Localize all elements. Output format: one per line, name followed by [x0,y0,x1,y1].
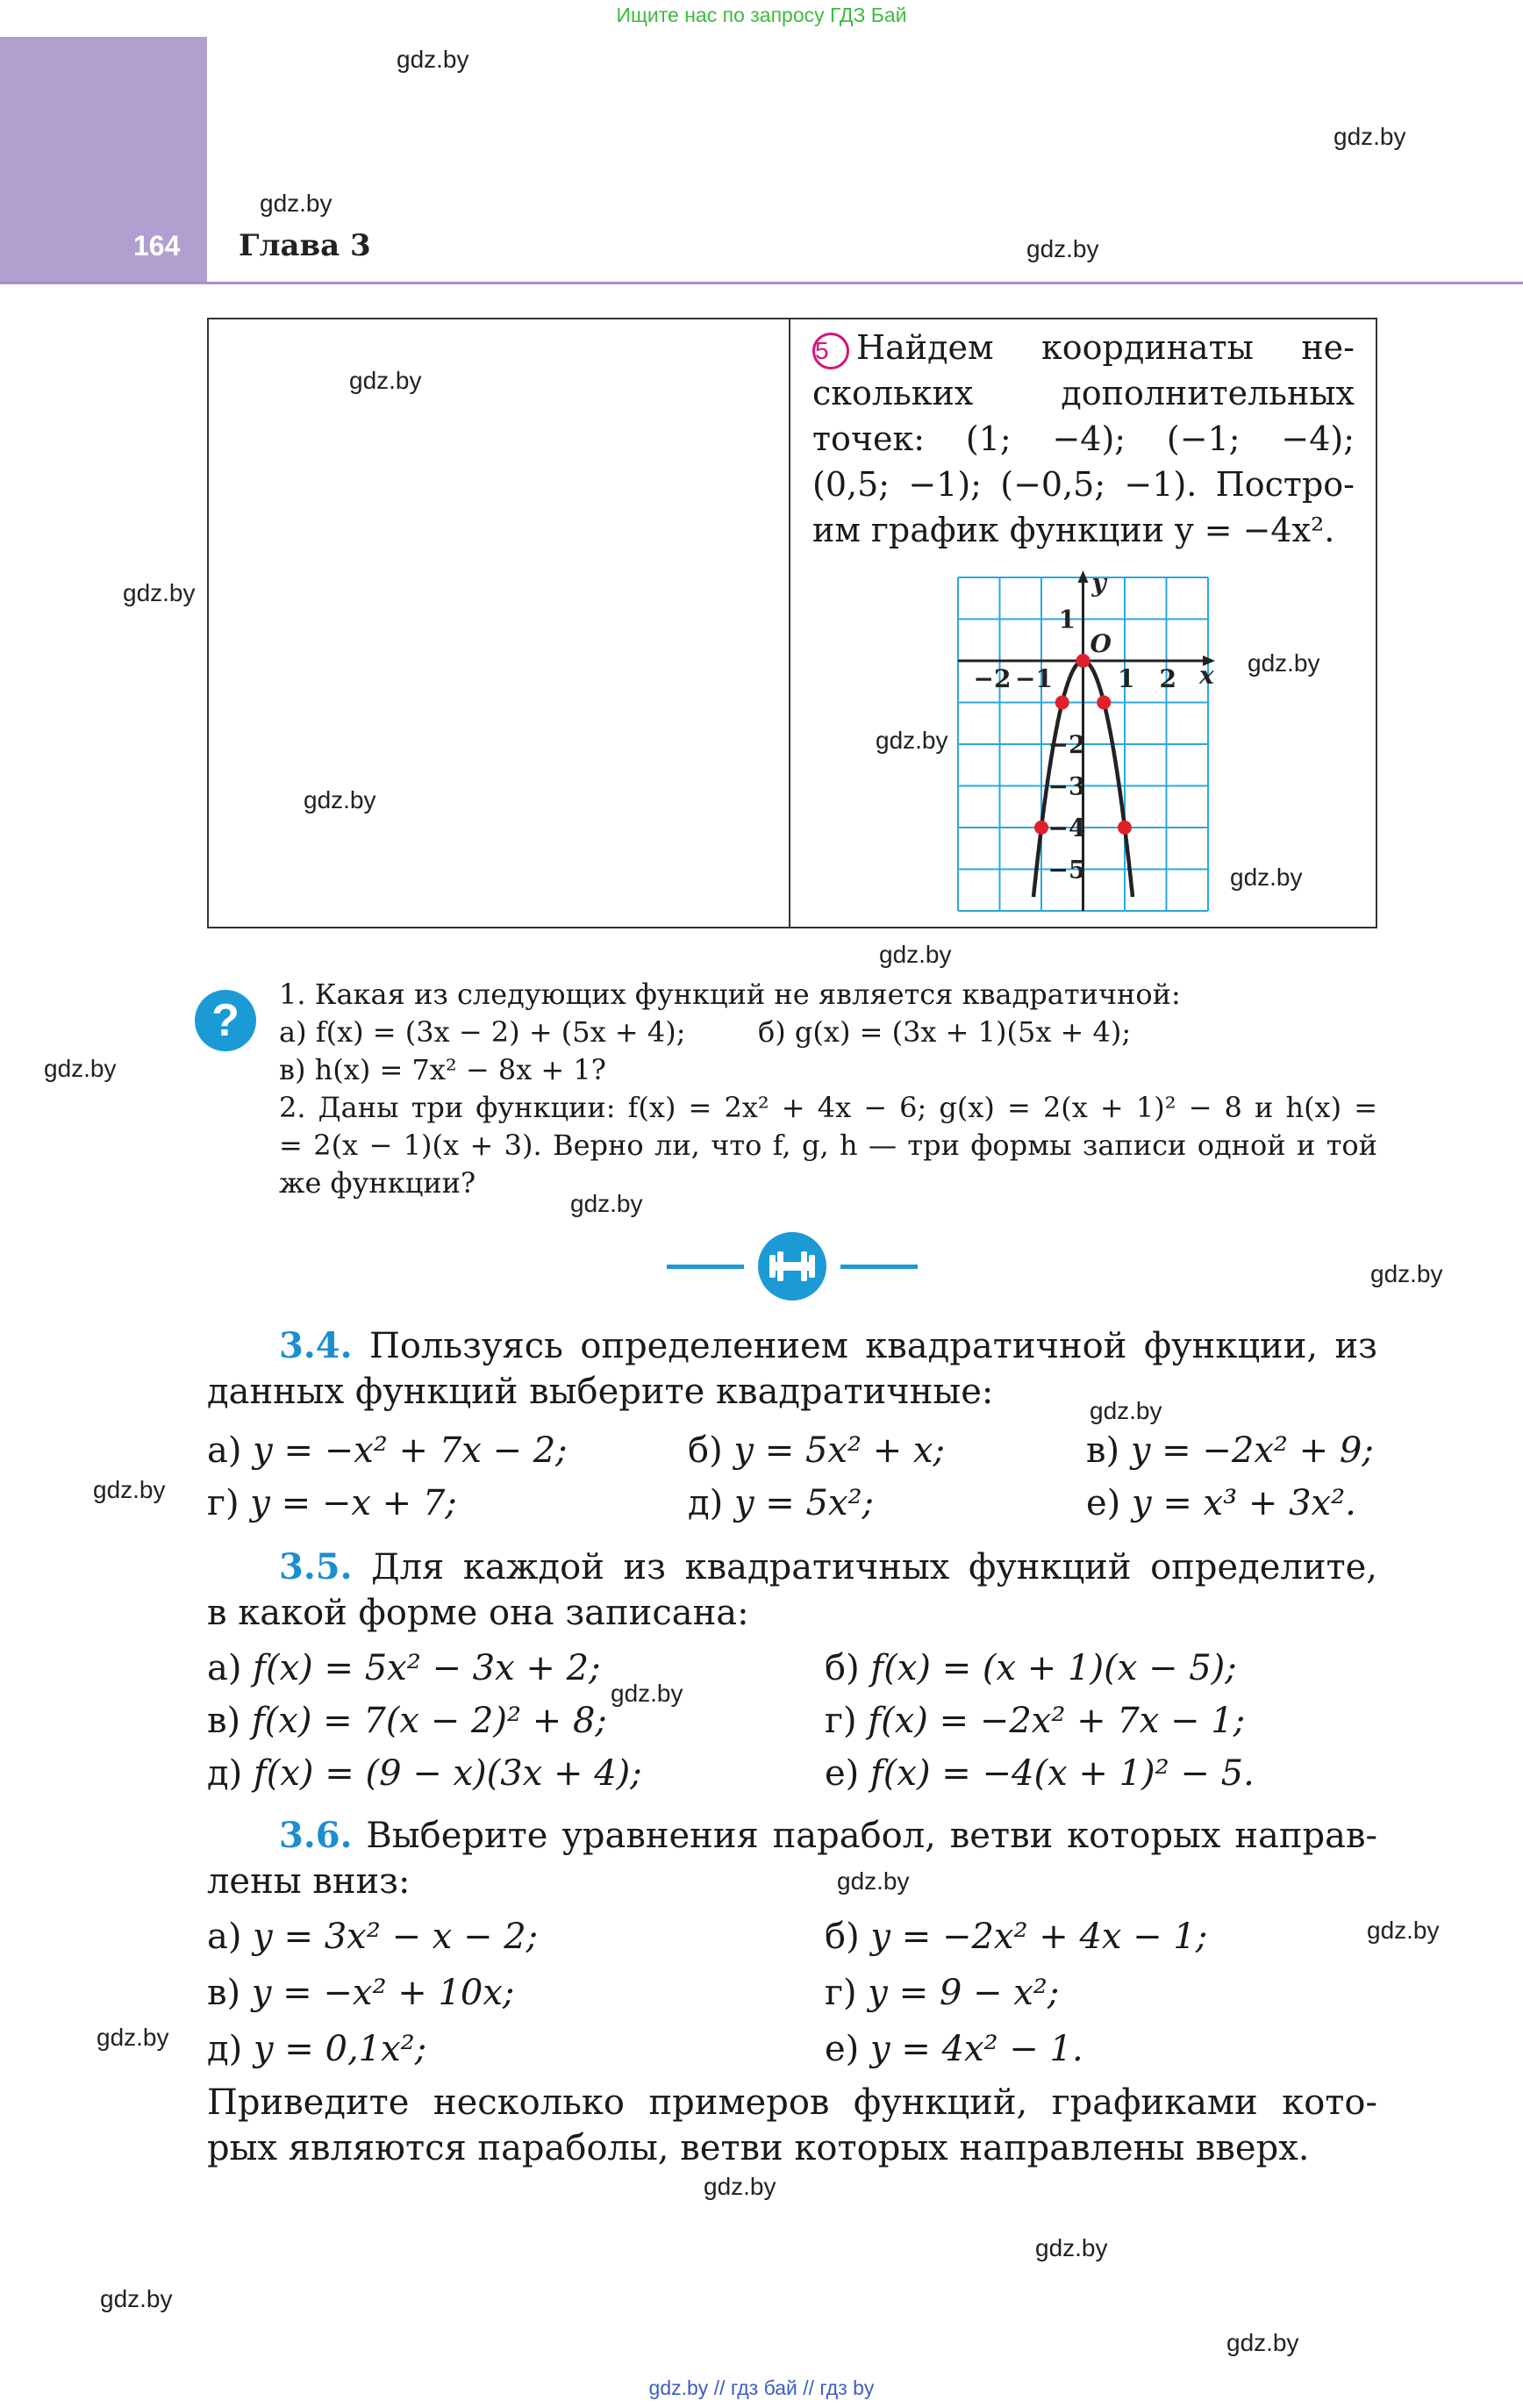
header-rule [0,282,1523,284]
data-point [1097,696,1111,710]
list-item: д) f(x) = (9 − x)(3x + 4); [207,1753,642,1794]
y-tick-label: −3 [1048,771,1086,801]
watermark: gdz.by [1230,864,1303,891]
step-5-marker: 5 [812,333,849,369]
list-item: г) y = 9 − x²; [825,1973,1060,2013]
x-axis-label: x [1199,661,1214,690]
data-point [1118,821,1132,835]
table-column-divider [789,318,790,928]
x-tick-label: −2 [973,664,1012,693]
watermark: gdz.by [1367,1917,1440,1944]
data-point [1034,821,1048,835]
question-icon: ? [195,990,256,1051]
exercise-3-5: 3.5. Для каждой из квадратичных функций определите, в какой форме она записана: [207,1546,1377,1633]
watermark: gdz.by [100,2285,173,2312]
list-item: в) f(x) = 7(x − 2)² + 8; [207,1701,607,1741]
list-item: а) y = −x² + 7x − 2; [207,1430,568,1471]
watermark: gdz.by [879,941,952,968]
list-item: а) f(x) = 5x² − 3x + 2; [207,1648,601,1688]
data-point [1055,696,1069,710]
watermark: gdz.by [611,1680,683,1707]
watermark: gdz.by [1226,2329,1299,2356]
list-item: б) y = 5x² + x; [688,1430,945,1471]
y-tick-label: −2 [1048,730,1086,759]
watermark: gdz.by [260,190,332,217]
list-item: г) f(x) = −2x² + 7x − 1; [825,1701,1246,1741]
list-item: г) y = −x + 7; [207,1483,457,1523]
x-tick-label: 1 [1118,664,1135,693]
watermark: gdz.by [1370,1260,1443,1287]
top-search-note: Ищите нас по запросу ГДЗ Бай [616,4,907,26]
list-item: е) y = 4x² − 1. [825,2029,1083,2069]
watermark: gdz.by [349,367,422,394]
divider-line-left [667,1265,744,1269]
watermark: gdz.by [97,2024,169,2051]
watermark: gdz.by [1090,1397,1162,1424]
step-5-text: 5 Найдем координаты не- скольких дополнительных точек: (1; −4); (−1; −4); (0,5; −1); (−0,5; −1). Постро- им график функции y = −4x². [812,328,1355,549]
y-tick-label: −5 [1048,855,1086,885]
watermark: gdz.by [1248,649,1320,677]
watermark: gdz.by [704,2173,776,2200]
review-questions: 1. Какая из следующих функций не является квадратичной: а) f(x) = (3x − 2) + (5x + 4); б) g(x) = (3x + 1)(5x + 4); в) h(x) = 7x² − 8x + 1? 2. Даны три функции: f(x) = 2x² + 4x − 6; g(x) = 2(x + 1)² − 8 и h(x) = = 2(x − 1)(x + 3). Верно ли, что f, g, h — три формы записи одной и той же функции? [279,978,1378,1200]
watermark: gdz.by [876,727,948,754]
x-tick-label: 2 [1159,664,1176,693]
dumbbell-icon [758,1232,826,1301]
y-tick-label: −4 [1048,813,1086,842]
watermark: gdz.by [570,1190,643,1217]
exercise-3-6-tail: Приведите несколько примеров функций, графиками кото- рых являются параболы, ветви которых направлены вверх. [207,2082,1377,2168]
page-number: 164 [133,230,181,262]
list-item: б) y = −2x² + 4x − 1; [825,1917,1208,1957]
exercise-3-4: 3.4. Пользуясь определением квадратичной функции, из данных функций выберите квадратичные: [207,1325,1378,1412]
list-item: д) y = 5x²; [688,1483,875,1523]
watermark: gdz.by [1026,235,1099,262]
y-tick-label: 1 [1058,605,1076,634]
exercise-3-6: 3.6. Выберите уравнения парабол, ветви которых направ- лены вниз: [207,1815,1377,1902]
watermark: gdz.by [304,786,376,813]
parabola-chart [947,570,1228,913]
watermark: gdz.by [837,1867,910,1895]
list-item: в) y = −2x² + 9; [1086,1430,1374,1471]
watermark: gdz.by [44,1055,117,1082]
watermark: gdz.by [123,579,196,606]
data-point [1076,654,1090,668]
watermark: gdz.by [1334,123,1406,150]
list-item: а) y = 3x² − x − 2; [207,1917,539,1957]
list-item: д) y = 0,1x²; [207,2029,427,2069]
list-item: е) y = x³ + 3x². [1086,1483,1356,1523]
list-item: б) f(x) = (x + 1)(x − 5); [825,1648,1237,1688]
divider-line-right [840,1265,918,1269]
footer-links: gdz.by // гдз бай // гдз by [648,2376,875,2399]
list-item: в) y = −x² + 10x; [207,1973,515,2013]
list-item: е) f(x) = −4(x + 1)² − 5. [825,1753,1255,1794]
watermark: gdz.by [1035,2234,1108,2261]
chapter-title: Глава 3 [239,228,371,263]
y-axis-label: y [1091,570,1106,598]
x-tick-label: −1 [1015,664,1053,693]
origin-label: O [1090,629,1112,658]
watermark: gdz.by [93,1476,166,1503]
watermark: gdz.by [397,46,469,73]
